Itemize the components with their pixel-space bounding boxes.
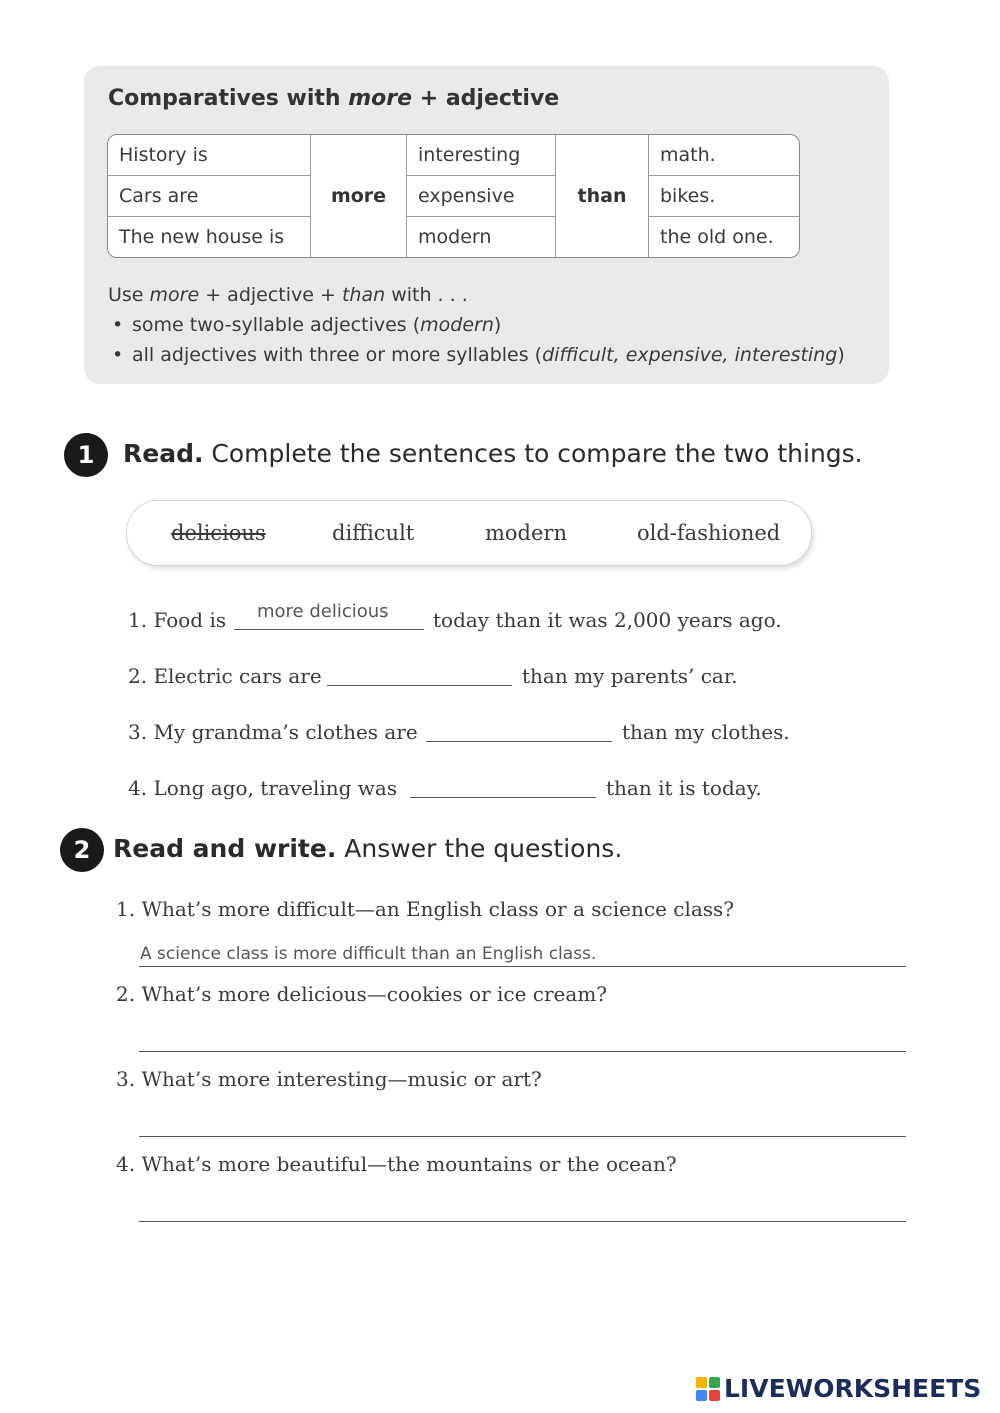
- question-1: 1. What’s more difficult—an English class or a science class?: [116, 897, 735, 921]
- exercise-2-prefix: 2. Electric cars are: [128, 664, 322, 688]
- exercise-1-suffix: today than it was 2,000 years ago.: [433, 608, 782, 632]
- usage-bullet: • some two-syllable adjectives (modern): [112, 314, 502, 336]
- exercise-3-suffix: than my clothes.: [622, 720, 790, 744]
- word-bank-item: old-fashioned: [637, 521, 781, 545]
- word-bank-item: delicious: [171, 521, 266, 545]
- handwritten-answer: more delicious: [257, 601, 389, 622]
- section-1-heading: Read. Complete the sentences to compare the two things.: [123, 439, 863, 468]
- table-cell-adjective: interesting: [407, 135, 556, 176]
- table-cell-than: than: [556, 135, 649, 257]
- exercise-3-prefix: 3. My grandma’s clothes are: [128, 720, 418, 744]
- section-2-number: 2: [60, 828, 104, 872]
- table-row: [108, 135, 799, 176]
- table-cell-subject: History is: [108, 135, 311, 176]
- usage-intro: Use more + adjective + than with . . .: [108, 284, 468, 306]
- section-2-heading: Read and write. Answer the questions.: [113, 834, 623, 863]
- table-cell-object: the old one.: [660, 226, 774, 248]
- answer-blank[interactable]: [426, 741, 612, 742]
- answer-blank[interactable]: [327, 685, 512, 686]
- question-3: 3. What’s more interesting—music or art?: [116, 1067, 542, 1091]
- answer-blank[interactable]: [234, 629, 424, 630]
- grammar-table: [107, 134, 800, 258]
- table-cell-subject: Cars are: [108, 176, 311, 217]
- exercise-4-suffix: than it is today.: [606, 776, 762, 800]
- word-bank-item: modern: [485, 521, 567, 545]
- answer-blank[interactable]: [410, 797, 596, 798]
- logo-icon: [696, 1377, 720, 1401]
- answer-line[interactable]: [139, 1221, 906, 1222]
- liveworksheets-logo: [696, 1374, 981, 1403]
- table-cell-more: more: [311, 135, 407, 257]
- answer-line[interactable]: [139, 966, 906, 967]
- usage-notes: [108, 280, 845, 370]
- logo-text: LIVEWORKSHEETS: [724, 1374, 982, 1403]
- answer-line[interactable]: [139, 1136, 906, 1137]
- table-row: [108, 217, 799, 257]
- grammar-box: [84, 66, 889, 384]
- question-2: 2. What’s more delicious—cookies or ice cream?: [116, 982, 608, 1006]
- usage-bullet: • all adjectives with three or more syllables (difficult, expensive, interesting): [112, 344, 845, 366]
- exercise-4-prefix: 4. Long ago, traveling was: [128, 776, 398, 800]
- exercise-1-prefix: 1. Food is: [128, 608, 227, 632]
- grammar-title: Comparatives with more + adjective: [108, 86, 560, 111]
- word-bank-item: difficult: [332, 521, 415, 545]
- question-4: 4. What’s more beautiful—the mountains or the ocean?: [116, 1152, 677, 1176]
- table-cell-subject: The new house is: [108, 217, 311, 257]
- table-cell-adjective: modern: [407, 217, 556, 257]
- handwritten-answer: A science class is more difficult than an English class.: [140, 944, 597, 964]
- exercise-2-suffix: than my parents’ car.: [522, 664, 738, 688]
- answer-line[interactable]: [139, 1051, 906, 1052]
- section-1-number: 1: [64, 433, 108, 477]
- table-cell-object: math.: [649, 135, 799, 176]
- table-row: [108, 176, 799, 217]
- table-cell-object: bikes.: [649, 176, 799, 217]
- word-bank: [126, 500, 812, 566]
- table-cell-adjective: expensive: [407, 176, 556, 217]
